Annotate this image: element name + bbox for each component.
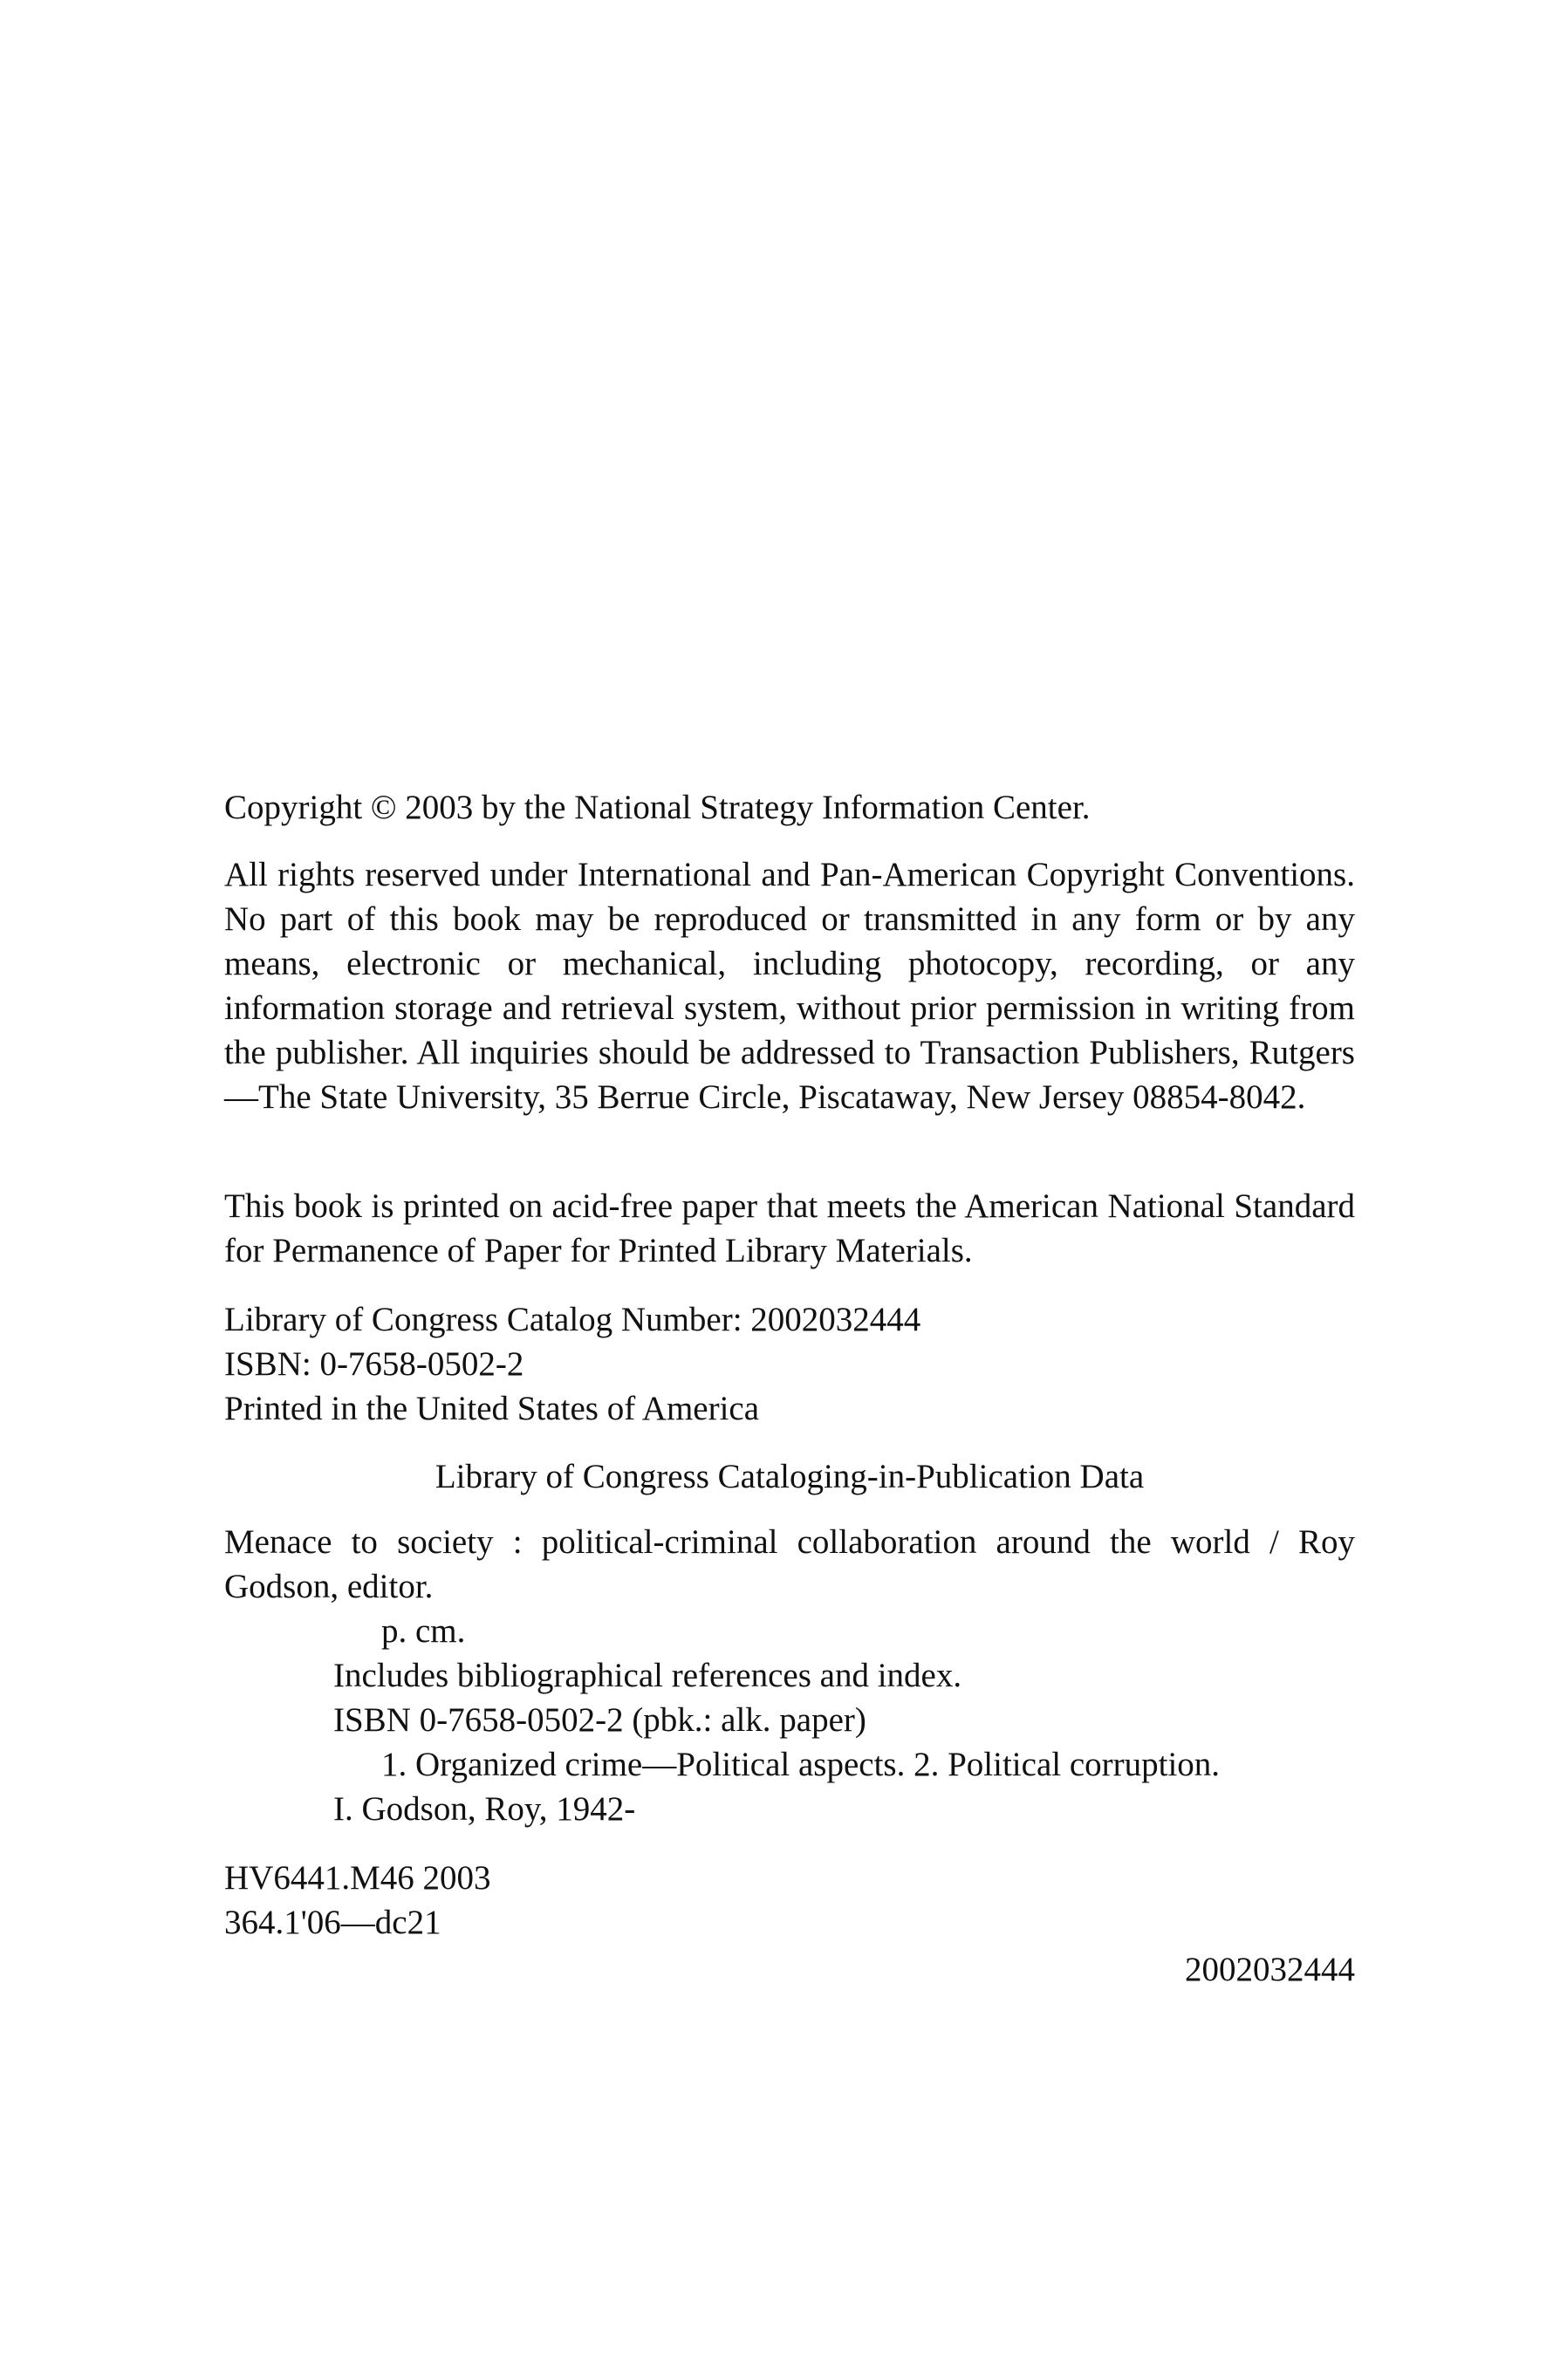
cip-title-line: Menace to society : political-criminal collaboration around the world / Roy Godson, editor. [224, 1523, 1355, 1605]
cip-notes: Includes bibliographical references and index. [333, 1657, 962, 1694]
rights-notice-text: All rights reserved under International and Pan-American Copyright Conventions. No part of this book may be reproduced or transmitted in any form or by any means, electronic or mechanical, including photocopy, recording, or any information storage and retrieval system, without prior permission in writing from the publisher. All inquiries should be addressed to Transaction Publishers, Rutgers—The State University, 35 Berrue Circle, Piscataway, New Jersey 08854-8042. [224, 856, 1355, 1116]
cip-heading [224, 1454, 1355, 1499]
cip-record [224, 1520, 1355, 1831]
cip-isbn: ISBN 0-7658-0502-2 (pbk.: alk. paper) [333, 1701, 866, 1739]
catalog-info [224, 1297, 1355, 1431]
printed-in-line: Printed in the United States of America [224, 1390, 760, 1427]
copyright-text: Copyright © 2003 by the National Strategy Information Center. [224, 789, 1091, 826]
isbn-line: ISBN: 0-7658-0502-2 [224, 1345, 524, 1383]
classification-numbers [224, 1856, 1355, 1945]
copyright-line [224, 785, 1355, 830]
lc-class-number: HV6441.M46 2003 [224, 1859, 491, 1897]
cip-subjects: 1. Organized crime—Political aspects. 2. Political corruption. [381, 1746, 1221, 1783]
lccn-number: 2002032444 [1185, 1951, 1355, 1988]
cip-heading-text: Library of Congress Cataloging-in-Publication Data [435, 1458, 1145, 1495]
dewey-number: 364.1'06—dc21 [224, 1904, 441, 1941]
cip-added-entry: I. Godson, Roy, 1942- [333, 1790, 636, 1828]
lccn-line: Library of Congress Catalog Number: 2002032444 [224, 1301, 921, 1338]
lccn-number-block [224, 1947, 1355, 1992]
paper-notice-text: This book is printed on acid-free paper that meets the American National Standard for Permanence of Paper for Printed Library Materials. [224, 1187, 1355, 1269]
rights-notice [224, 852, 1355, 1119]
cip-physical: p. cm. [381, 1612, 466, 1650]
paper-notice [224, 1184, 1355, 1273]
